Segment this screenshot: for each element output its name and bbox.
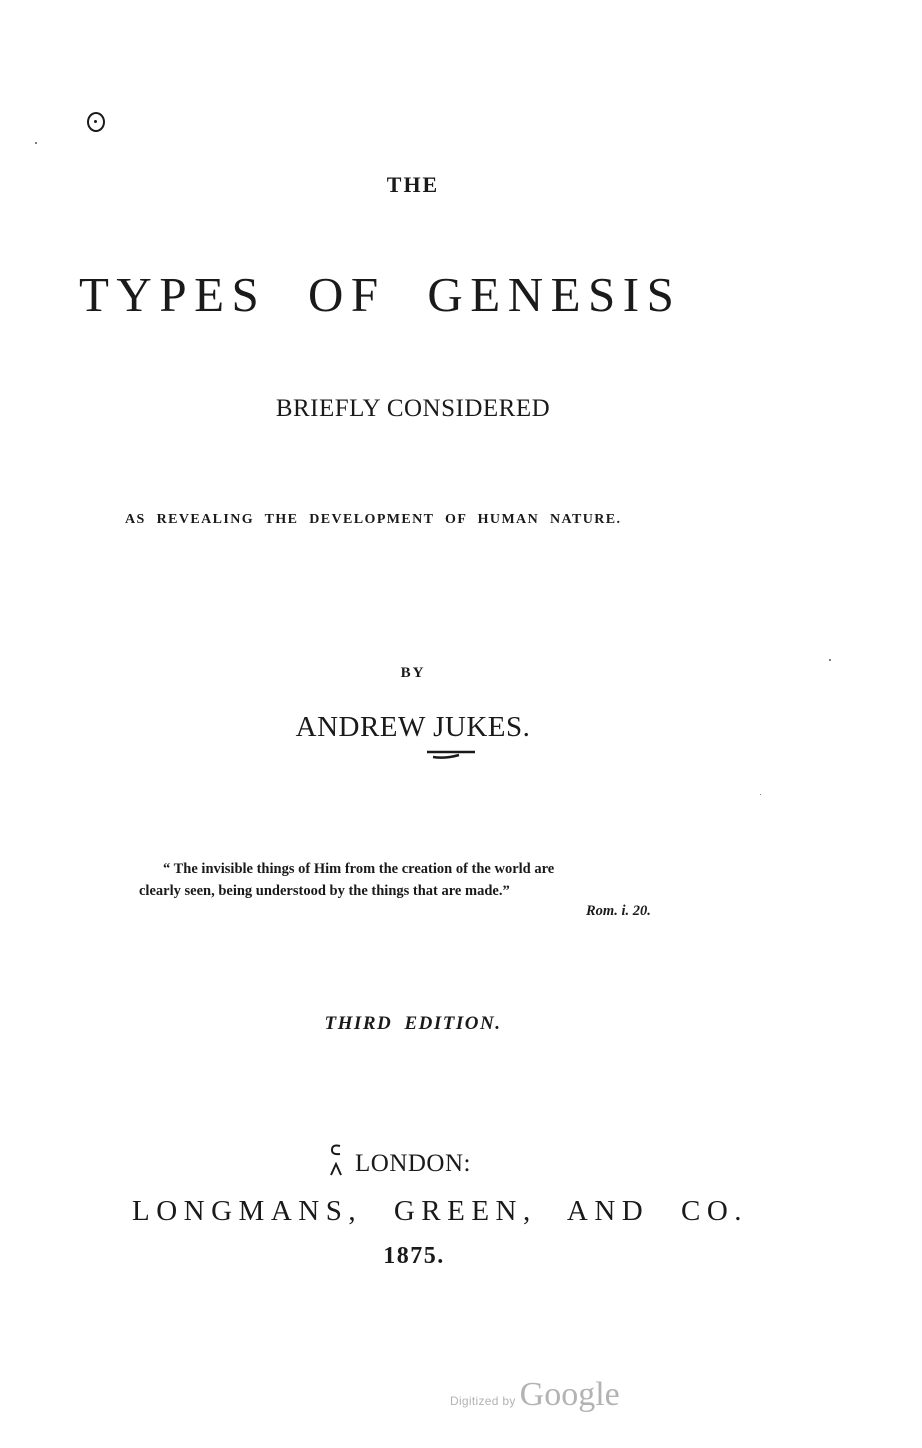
watermark-prefix: Digitized by <box>450 1394 516 1408</box>
author-name: ANDREW JUKES. <box>295 711 531 743</box>
epigraph-reference: Rom. i. 20. <box>586 903 651 919</box>
page-speck <box>35 142 37 144</box>
epigraph-line-2: clearly seen, being understood by the things that are made.” <box>139 883 510 899</box>
library-stamp-mark <box>87 112 105 132</box>
page-speck <box>760 794 761 795</box>
edition-label: THIRD EDITION. <box>324 1013 502 1034</box>
publication-year: 1875. <box>383 1243 445 1269</box>
book-title: TYPES OF GENESIS <box>79 267 682 322</box>
byline-label: BY <box>400 665 426 681</box>
underline-flourish <box>425 748 477 762</box>
watermark-brand: Google <box>519 1376 620 1413</box>
page-speck <box>829 659 831 661</box>
publisher-name: LONGMANS, GREEN, AND CO. <box>132 1195 749 1227</box>
book-subtitle-secondary: AS REVEALING THE DEVELOPMENT OF HUMAN NATURE. <box>125 512 622 527</box>
publication-place: LONDON: <box>355 1150 471 1177</box>
handwritten-annotation <box>328 1143 344 1177</box>
digitization-watermark <box>450 1376 620 1414</box>
title-article: THE <box>386 172 440 197</box>
book-subtitle: BRIEFLY CONSIDERED <box>275 395 551 422</box>
epigraph-line-1: “ The invisible things of Him from the creation of the world are <box>163 861 555 877</box>
